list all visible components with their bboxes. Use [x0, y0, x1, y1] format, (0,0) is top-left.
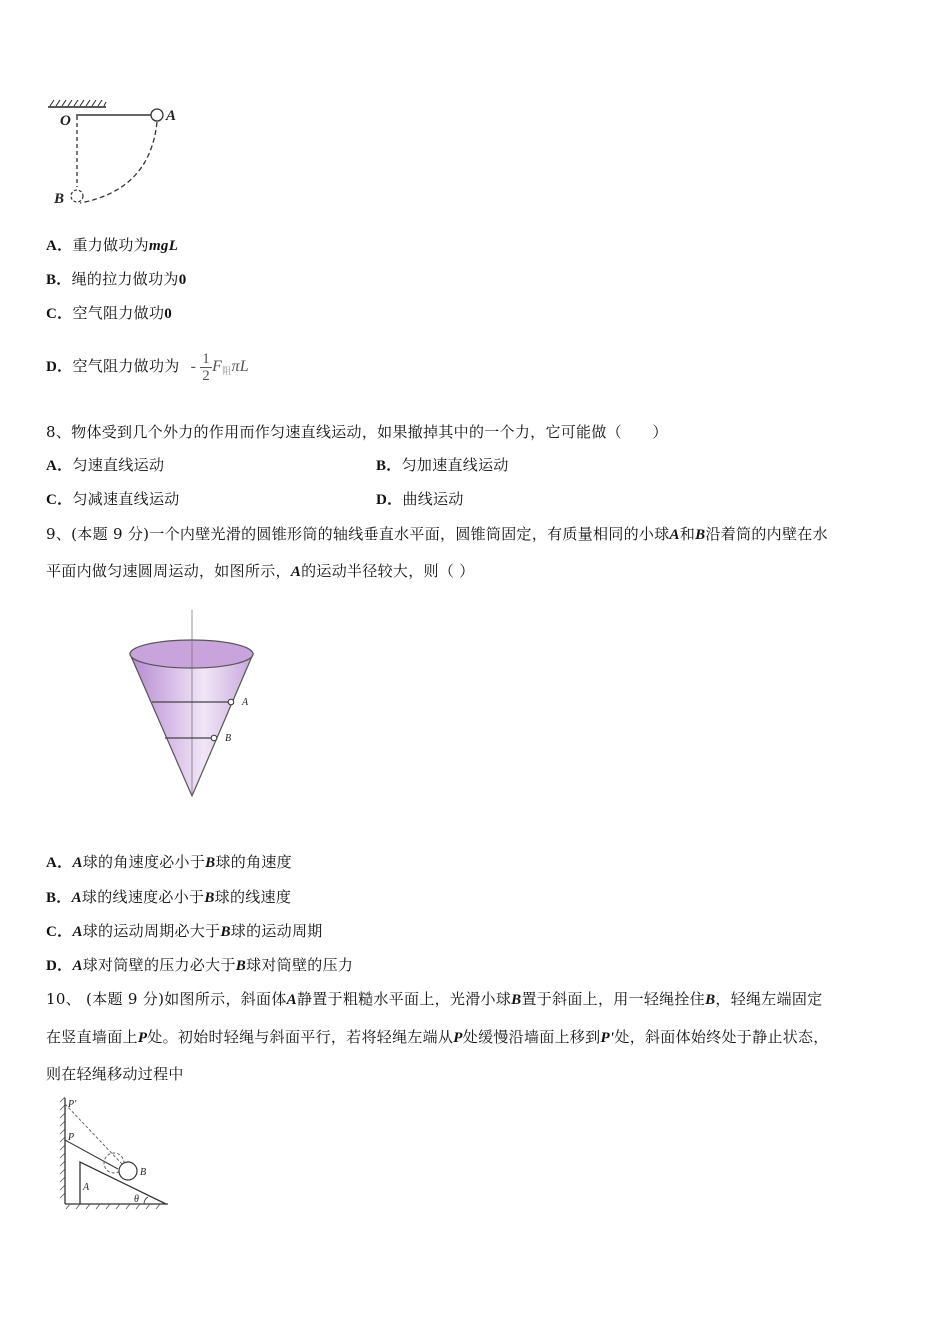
- ball-b: [119, 1162, 137, 1180]
- label-a: A: [166, 108, 177, 124]
- q8-option-d[interactable]: D．曲线运动: [376, 490, 464, 508]
- ball-b: [71, 190, 83, 202]
- label-a: A: [242, 697, 249, 708]
- q10-stem-line2: 在竖直墙面上P处。初始时轻绳与斜面平行，若将轻绳左端从P处缓慢沿墙面上移到P'处，斜面体始终处于静止状态，: [46, 1028, 829, 1046]
- label-b: B: [140, 1167, 147, 1178]
- ground-hatch: [66, 1204, 160, 1209]
- wall-hatch: [60, 1097, 65, 1198]
- q7-option-d[interactable]: D．空气阻力做功为 - $\frac{1}{2}$ $F_阻\pi L$: [46, 350, 249, 384]
- cone-figure: [120, 608, 270, 803]
- q8-option-c[interactable]: C．匀减速直线运动: [46, 490, 180, 508]
- cone-body: [130, 654, 253, 796]
- cone-top: [130, 640, 253, 668]
- q9-stem-line2: 平面内做匀速圆周运动，如图所示，A的运动半径较大，则（ ）: [46, 562, 475, 580]
- ball-a: [228, 699, 234, 705]
- q8-option-b[interactable]: B．匀加速直线运动: [376, 456, 509, 474]
- label-a: A: [83, 1182, 90, 1193]
- q9-stem-line1: 9、(本题 9 分)一个内壁光滑的圆锥形筒的轴线垂直水平面，圆锥筒固定，有质量相同的小球A和B沿着筒的内壁在水: [46, 525, 828, 543]
- label-b: B: [225, 733, 232, 744]
- q8-option-a[interactable]: A．匀速直线运动: [46, 456, 165, 474]
- ball-a: [151, 109, 163, 121]
- incline-figure: [56, 1096, 176, 1211]
- label-o: O: [60, 113, 71, 129]
- q10-stem-line3: 则在轻绳移动过程中: [46, 1065, 184, 1083]
- label-b: B: [54, 191, 65, 207]
- label-theta: θ: [134, 1194, 139, 1205]
- rope-p: [65, 1140, 118, 1169]
- q10-stem-line1: 10、 (本题 9 分)如图所示，斜面体A静置于粗糙水平面上，光滑小球B置于斜面上，用一轻绳拴住B，轻绳左端固定: [46, 990, 823, 1008]
- q7-option-a[interactable]: A．重力做功为mgL: [46, 236, 179, 254]
- q9-option-b[interactable]: B．A球的线速度必小于B球的线速度: [46, 888, 292, 906]
- q8-stem: 8、物体受到几个外力的作用而作匀速直线运动，如果撤掉其中的一个力，它可能做（ ）: [46, 423, 668, 441]
- label-p-prime: P': [68, 1099, 77, 1110]
- label-p: P: [68, 1132, 75, 1143]
- q9-option-a[interactable]: A．A球的角速度必小于B球的角速度: [46, 853, 292, 871]
- ball-b: [211, 735, 217, 741]
- angle-arc: [144, 1197, 148, 1204]
- fraction-half: $\frac{1}{2}$: [202, 350, 211, 384]
- arc-path: [80, 122, 157, 203]
- q9-option-c[interactable]: C．A球的运动周期必大于B球的运动周期: [46, 922, 323, 940]
- q9-option-d[interactable]: D．A球对筒壁的压力必大于B球对筒壁的压力: [46, 956, 354, 974]
- pendulum-figure: [40, 95, 200, 215]
- q7-option-b[interactable]: B．绳的拉力做功为0: [46, 270, 187, 288]
- ceiling-hatch: [50, 100, 106, 106]
- q7-option-c[interactable]: C．空气阻力做功0: [46, 304, 173, 322]
